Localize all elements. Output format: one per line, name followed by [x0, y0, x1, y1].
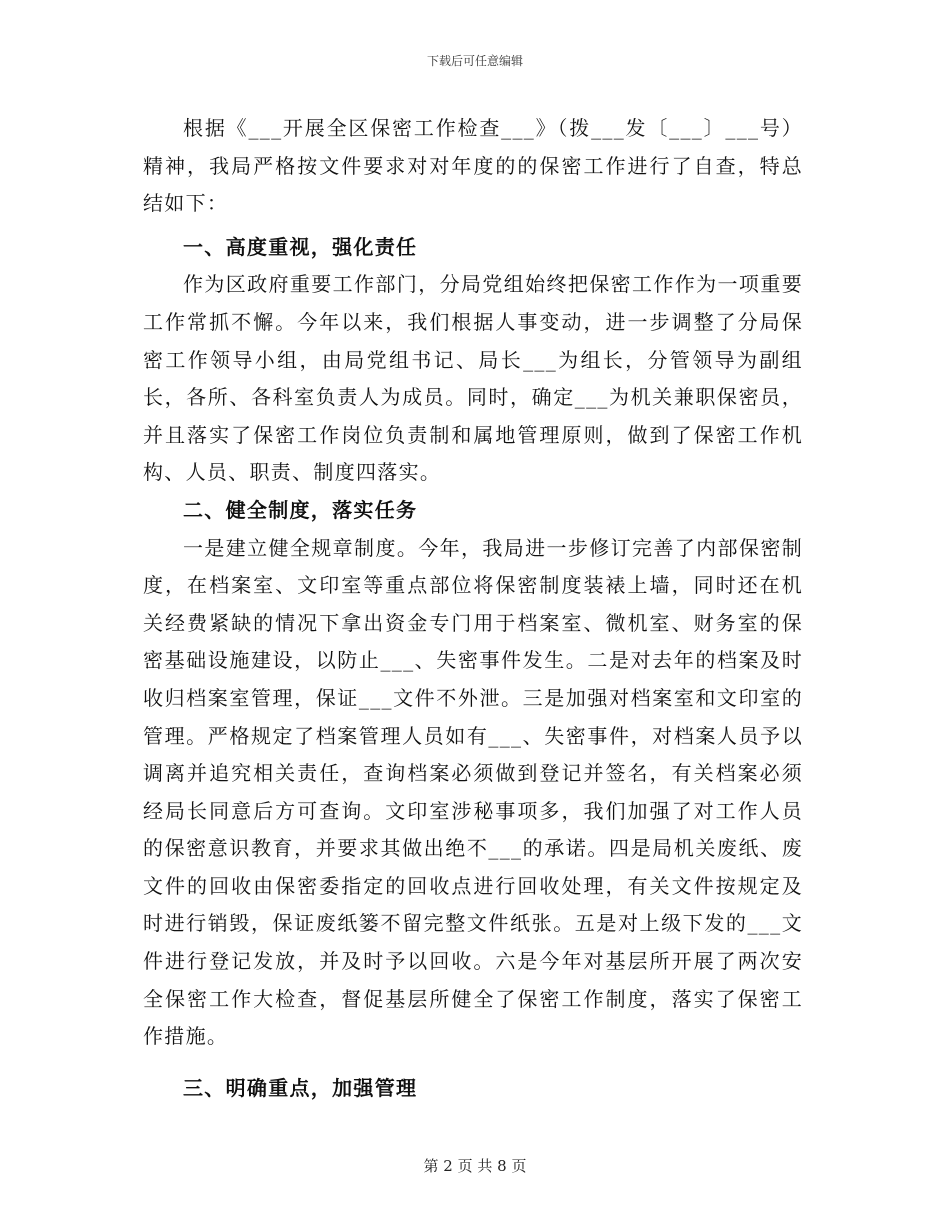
section-3-heading: 三、明确重点，加强管理: [183, 1075, 418, 1100]
document-body: [143, 110, 803, 1107]
page-number: 第 2 页 共 8 页: [423, 1157, 527, 1175]
section-2-paragraph: 一是建立健全规章制度。今年，我局进一步修订完善了内部保密制度，在档案室、文印室等重点部位将保密制度装裱上墙，同时还在机关经费紧缺的情况下拿出资金专门用于档案室、微机室、财务室的保密基础设施建设，以防止___、失密事件发生。二是对去年的档案及时收归档案室管理，保证___文件不外泄。三是加强对档案室和文印室的管理。严格规定了档案管理人员如有___、失密事件，对档案人员予以调离并追究相关责任，查询档案必须做到登记并签名，有关档案必须经局长同意后方可查询。文印室涉秘事项多，我们加强了对工作人员的保密意识教育，并要求其做出绝不___的承诺。四是局机关废纸、废文件的回收由保密委指定的回收点进行回收处理，有关文件按规定及时进行销毁，保证废纸篓不留完整文件纸张。五是对上级下发的___文件进行登记发放，并及时予以回收。六是今年对基层所开展了两次安全保密工作大检查，督促基层所健全了保密工作制度，落实了保密工作措施。: [143, 535, 803, 1049]
intro-paragraph: 根据《___开展全区保密工作检查___》（拨___发〔___〕___号）精神，我局严格按文件要求对对年度的的保密工作进行了自查，特总结如下：: [143, 116, 803, 216]
section-2-heading: 二、健全制度，落实任务: [183, 497, 418, 522]
page-header: 下载后可任意编辑: [426, 54, 523, 68]
section-1-paragraph: 作为区政府重要工作部门，分局党组始终把保密工作作为一项重要工作常抓不懈。今年以来，我们根据人事变动，进一步调整了分局保密工作领导小组，由局党组书记、局长___为组长，分管领导为副组长，各所、各科室负责人为成员。同时，确定___为机关兼职保密员，并且落实了保密工作岗位负责制和属地管理原则，做到了保密工作机构、人员、职责、制度四落实。: [143, 272, 803, 485]
section-1-heading: 一、高度重视，强化责任: [183, 234, 418, 259]
